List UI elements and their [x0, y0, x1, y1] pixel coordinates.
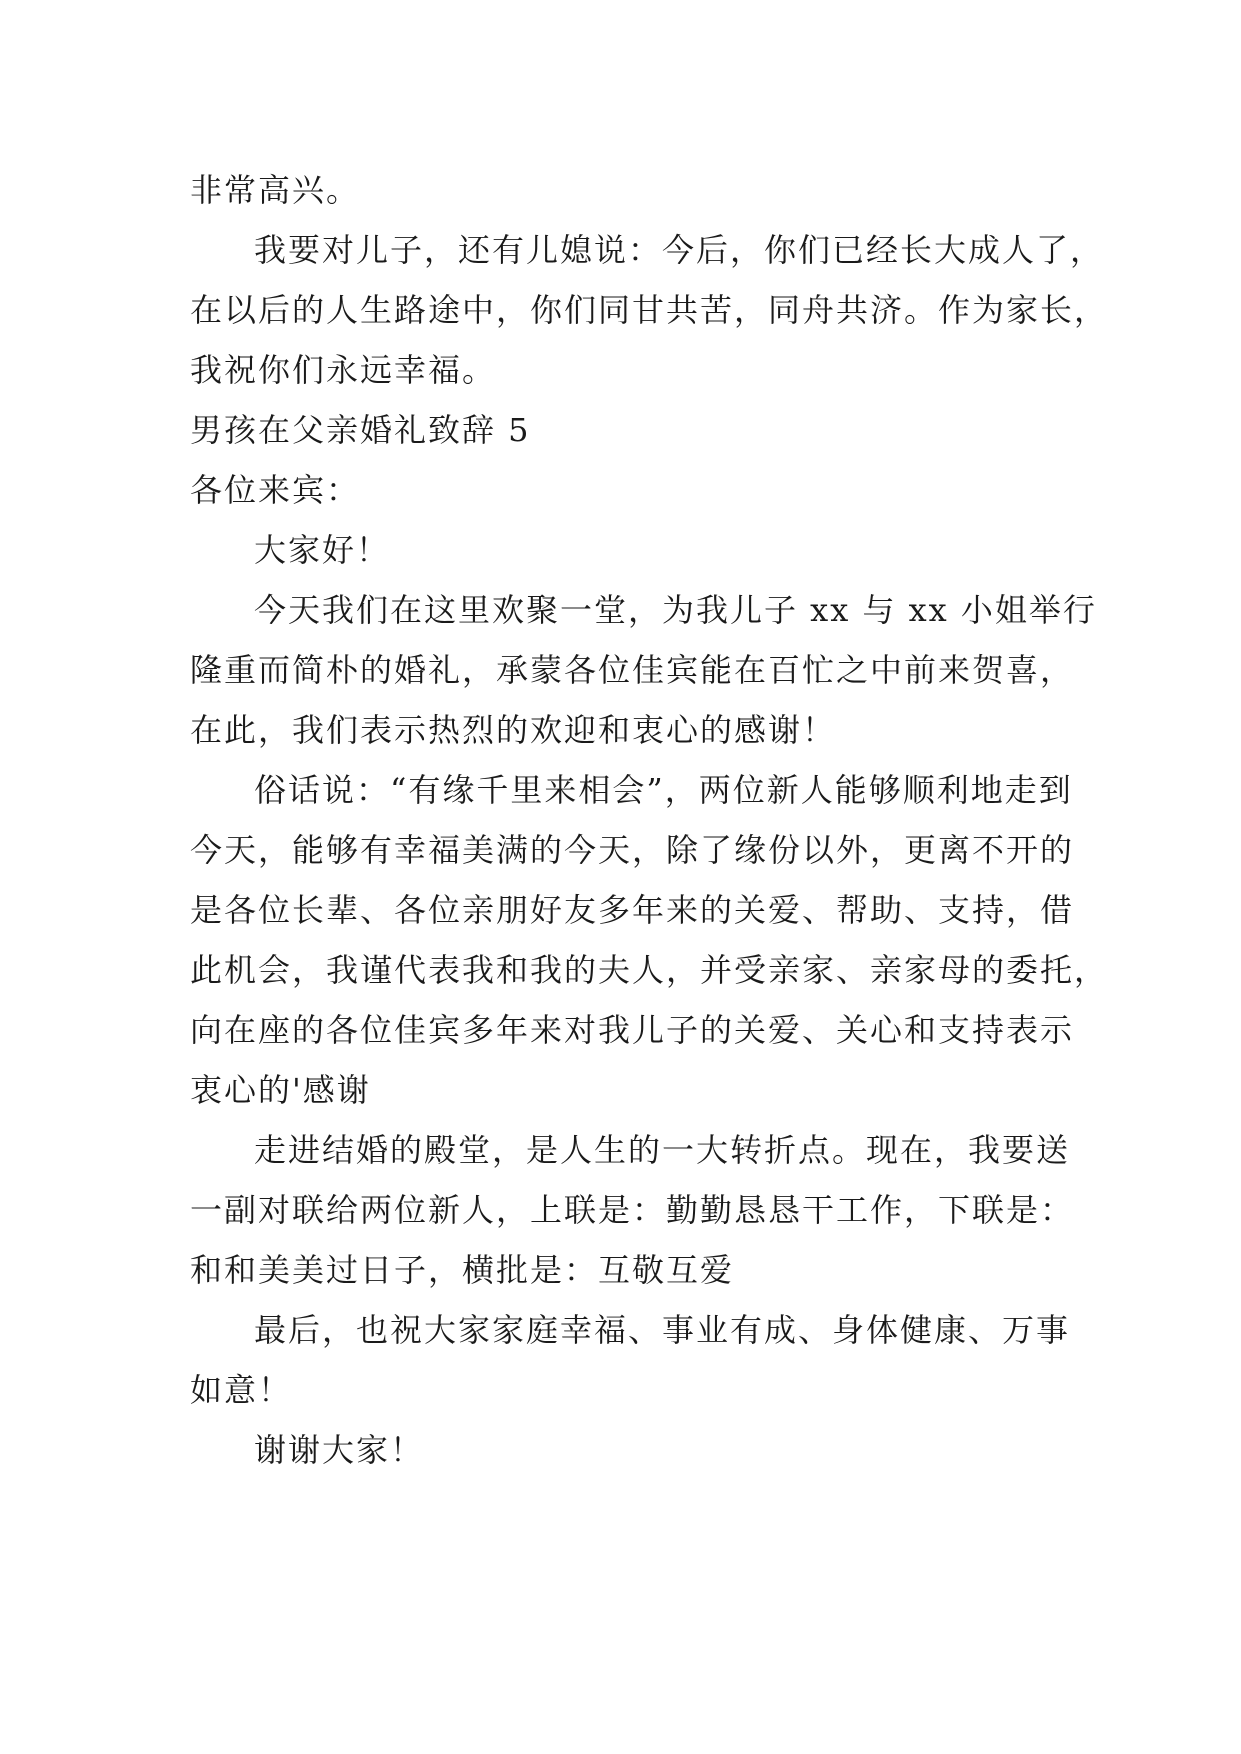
text-line: 在此，我们表示热烈的欢迎和衷心的感谢！	[190, 711, 837, 749]
text-line: 俗话说：“有缘千里来相会”，两位新人能够顺利地走到	[254, 771, 1073, 809]
text-line: 是各位长辈、各位亲朋好友多年来的关爱、帮助、支持，借	[190, 891, 1075, 929]
text-line: 今天我们在这里欢聚一堂，为我儿子 xx 与 xx 小姐举行	[254, 591, 1097, 629]
closing-line: 谢谢大家！	[254, 1431, 425, 1469]
text-line: 衷心的'感谢	[190, 1071, 371, 1109]
text-line: 向在座的各位佳宾多年来对我儿子的关爱、关心和支持表示	[190, 1011, 1075, 1049]
text-line: 如意！	[190, 1371, 293, 1409]
text-line: 非常高兴。	[190, 171, 361, 209]
text-line: 一副对联给两位新人，上联是：勤勤恳恳干工作，下联是：	[190, 1191, 1075, 1229]
text-line: 最后，也祝大家家庭幸福、事业有成、身体健康、万事	[254, 1311, 1071, 1349]
text-line: 和和美美过日子，横批是：互敬互爱	[190, 1251, 735, 1289]
text-line: 走进结婚的殿堂，是人生的一大转折点。现在，我要送	[254, 1131, 1071, 1169]
text-line: 隆重而简朴的婚礼，承蒙各位佳宾能在百忙之中前来贺喜，	[190, 651, 1075, 689]
text-line: 我祝你们永远幸福。	[190, 351, 497, 389]
text-line: 大家好！	[254, 531, 391, 569]
salutation: 各位来宾：	[190, 471, 361, 509]
text-line: 在以后的人生路途中，你们同甘共苦，同舟共济。作为家长，	[190, 291, 1109, 329]
text-line: 今天，能够有幸福美满的今天，除了缘份以外，更离不开的	[190, 831, 1075, 869]
section-heading: 男孩在父亲婚礼致辞 5	[190, 411, 531, 449]
document-body	[190, 160, 1109, 1480]
text-line: 我要对儿子，还有儿媳说：今后，你们已经长大成人了，	[254, 231, 1105, 269]
text-line: 此机会，我谨代表我和我的夫人，并受亲家、亲家母的委托，	[190, 951, 1109, 989]
